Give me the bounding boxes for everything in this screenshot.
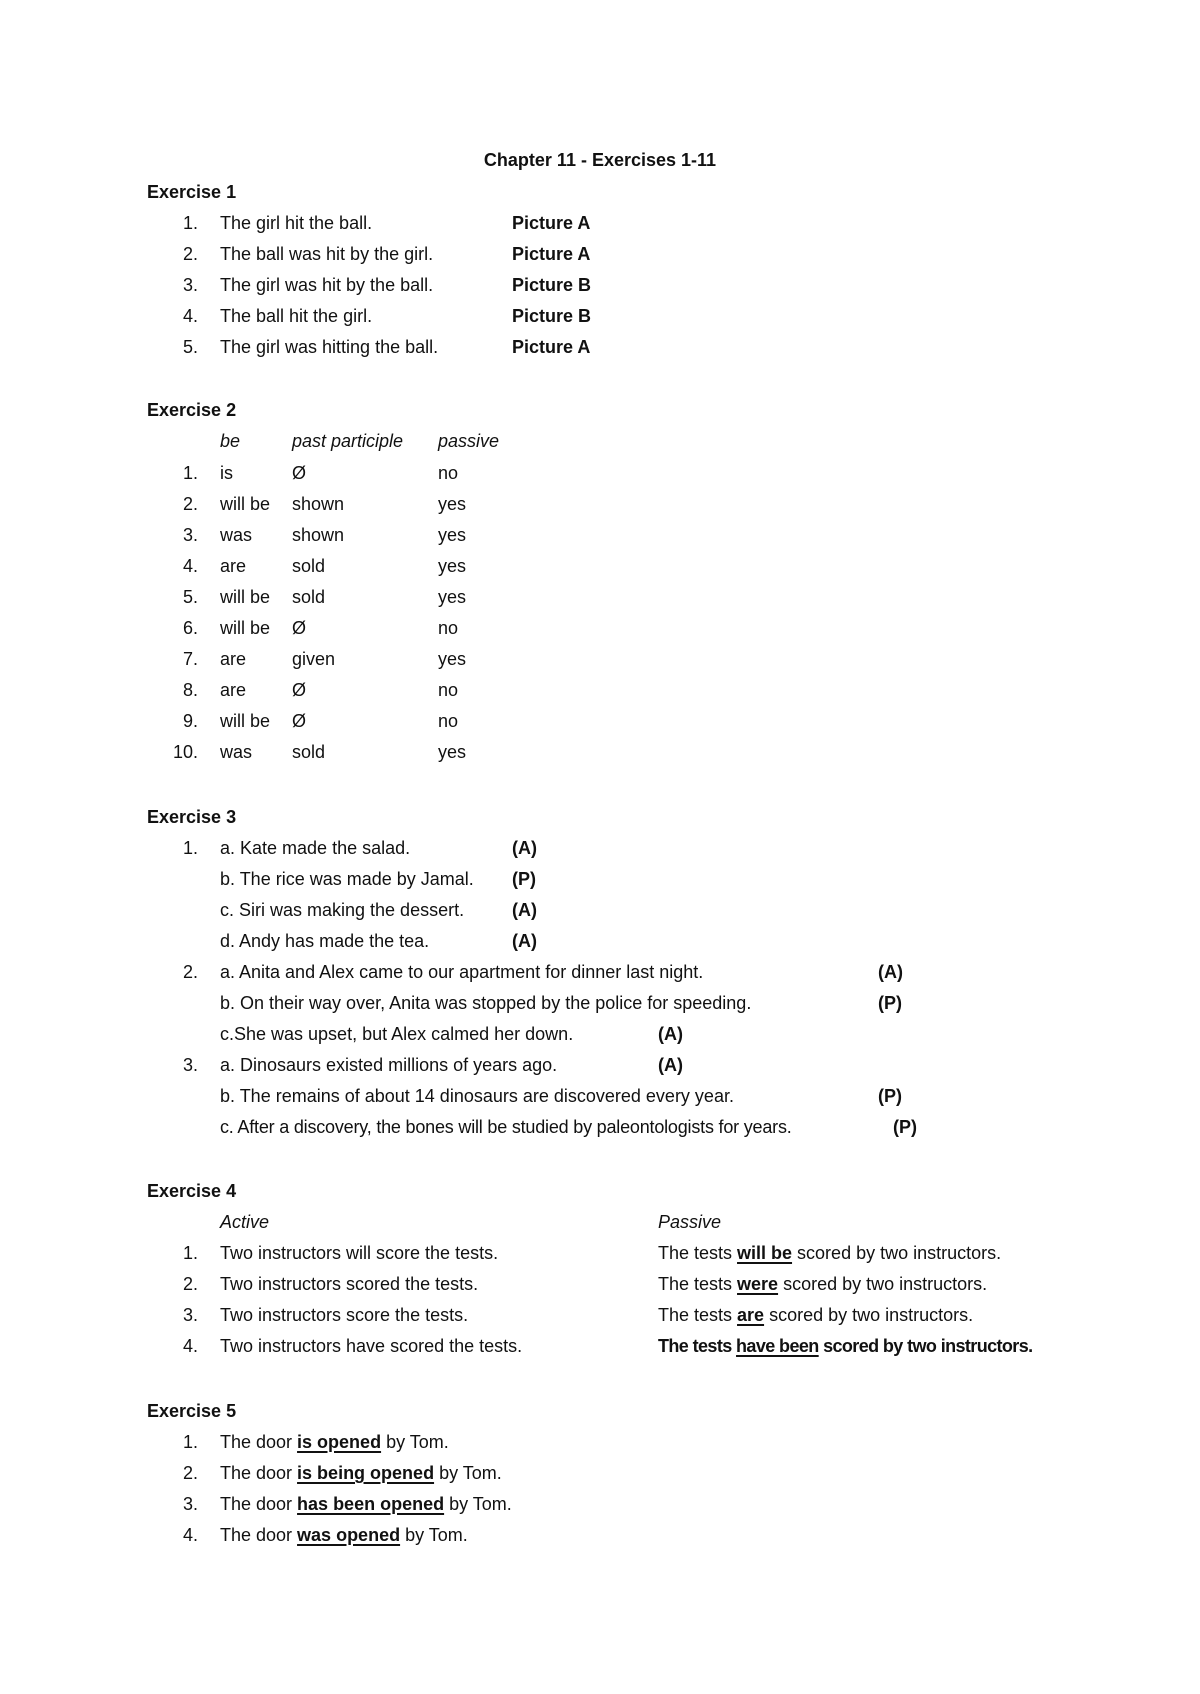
cell-past-participle: Ø (292, 463, 307, 483)
cell-passive: yes (438, 587, 467, 607)
page-title: Chapter 11 - Exercises 1-11 (483, 150, 717, 170)
cell-passive: no (438, 463, 459, 483)
sentence-suffix: by Tom. (400, 1525, 468, 1545)
cell-passive (658, 1242, 1001, 1264)
row-number: 2. (182, 1274, 198, 1294)
passive-prefix: The tests (658, 1274, 738, 1294)
cell-passive (658, 1335, 1033, 1357)
cell-past-participle: sold (292, 742, 326, 762)
cell-past-participle: Ø (292, 711, 307, 731)
cell-past-participle: Ø (292, 618, 307, 638)
passive-verb: has been opened (297, 1494, 445, 1514)
passive-verb: is opened (297, 1432, 382, 1452)
passive-verb: is being opened (297, 1463, 435, 1483)
cell-past-participle: given (292, 649, 336, 669)
cell-passive: yes (438, 742, 467, 762)
passive-prefix: The tests (658, 1336, 737, 1356)
cell-be: was (220, 742, 253, 762)
cell-be: are (220, 556, 247, 576)
list-number: 1. (182, 838, 198, 858)
list-item-answer: (P) (878, 1086, 902, 1106)
passive-verb: have been (736, 1336, 819, 1356)
cell-be: are (220, 680, 247, 700)
list-item-text: c.She was upset, but Alex calmed her down. (220, 1024, 574, 1044)
cell-active: Two instructors will score the tests. (220, 1243, 499, 1263)
sentence-suffix: by Tom. (381, 1432, 449, 1452)
row-number: 1. (182, 1243, 198, 1263)
column-header-passive: passive (438, 431, 500, 451)
sentence-suffix: by Tom. (434, 1463, 502, 1483)
row-number: 3. (182, 525, 198, 545)
list-item-text: c. After a discovery, the bones will be studied by paleontologists for years. (220, 1117, 792, 1137)
passive-verb: will be (737, 1243, 793, 1263)
column-header-passive: Passive (658, 1212, 722, 1232)
exercise-2-heading: Exercise 2 (147, 400, 237, 420)
list-item-answer: (A) (878, 962, 903, 982)
list-item-text (220, 1462, 502, 1484)
list-number: 1. (182, 213, 198, 233)
list-item-answer: (A) (658, 1024, 683, 1044)
list-item-answer: Picture A (512, 244, 591, 264)
passive-verb: are (737, 1305, 765, 1325)
exercise-3-heading: Exercise 3 (147, 807, 237, 827)
cell-passive: yes (438, 649, 467, 669)
list-item-answer: Picture A (512, 337, 591, 357)
cell-be: is (220, 463, 233, 483)
sentence-prefix: The door (220, 1463, 298, 1483)
list-item-answer: (A) (658, 1055, 683, 1075)
list-number: 4. (182, 306, 198, 326)
cell-passive (658, 1273, 987, 1295)
sentence-prefix: The door (220, 1494, 298, 1514)
column-header-past-participle: past participle (292, 431, 404, 451)
passive-prefix: The tests (658, 1243, 738, 1263)
list-number: 3. (182, 275, 198, 295)
cell-past-participle: sold (292, 556, 326, 576)
list-item-answer: (A) (512, 900, 537, 920)
row-number: 4. (182, 1336, 198, 1356)
list-item-text (220, 1431, 449, 1453)
cell-past-participle: shown (292, 494, 345, 514)
row-number: 6. (182, 618, 198, 638)
row-number: 7. (182, 649, 198, 669)
cell-passive: no (438, 711, 459, 731)
sentence-prefix: The door (220, 1525, 298, 1545)
list-item-text: a. Kate made the salad. (220, 838, 411, 858)
passive-suffix: scored by two instructors. (792, 1243, 1002, 1263)
row-number: 5. (182, 587, 198, 607)
list-item-text: The girl was hitting the ball. (220, 337, 439, 357)
passive-verb: were (737, 1274, 779, 1294)
row-number: 1. (182, 463, 198, 483)
list-number: 3. (182, 1494, 198, 1514)
row-number: 9. (182, 711, 198, 731)
list-item-text (220, 1524, 468, 1546)
list-number: 2. (182, 962, 198, 982)
list-item-text: The girl hit the ball. (220, 213, 373, 233)
sentence-prefix: The door (220, 1432, 298, 1452)
list-item-text: b. On their way over, Anita was stopped by the police for speeding. (220, 993, 752, 1013)
passive-suffix: scored by two instructors. (764, 1305, 974, 1325)
cell-active: Two instructors score the tests. (220, 1305, 469, 1325)
passive-suffix: scored by two instructors. (818, 1336, 1033, 1356)
exercise-5-heading: Exercise 5 (147, 1401, 237, 1421)
column-header-active: Active (220, 1212, 270, 1232)
list-number: 4. (182, 1525, 198, 1545)
cell-be: will be (220, 711, 271, 731)
row-number: 4. (182, 556, 198, 576)
list-item-answer: (P) (878, 993, 902, 1013)
list-number: 2. (182, 1463, 198, 1483)
list-number: 1. (182, 1432, 198, 1452)
list-item-text: The ball hit the girl. (220, 306, 373, 326)
cell-be: are (220, 649, 247, 669)
cell-be: will be (220, 494, 271, 514)
cell-passive: yes (438, 556, 467, 576)
exercise-1-heading: Exercise 1 (147, 182, 237, 202)
list-item-text: The ball was hit by the girl. (220, 244, 434, 264)
list-item-text: The girl was hit by the ball. (220, 275, 434, 295)
row-number: 10. (172, 742, 198, 762)
row-number: 2. (182, 494, 198, 514)
list-item-answer: (P) (893, 1117, 917, 1137)
cell-active: Two instructors scored the tests. (220, 1274, 479, 1294)
list-item-answer: Picture B (512, 275, 592, 295)
row-number: 8. (182, 680, 198, 700)
list-item-text: d. Andy has made the tea. (220, 931, 430, 951)
list-number: 5. (182, 337, 198, 357)
cell-passive: yes (438, 494, 467, 514)
row-number: 3. (182, 1305, 198, 1325)
list-item-text (220, 1493, 512, 1515)
column-header-be: be (220, 431, 241, 451)
list-item-text: b. The rice was made by Jamal. (220, 869, 474, 889)
list-item-answer: (P) (512, 869, 536, 889)
list-item-text: a. Anita and Alex came to our apartment for dinner last night. (220, 962, 704, 982)
list-item-answer: Picture B (512, 306, 592, 326)
list-item-text: a. Dinosaurs existed millions of years ago. (220, 1055, 558, 1075)
cell-past-participle: sold (292, 587, 326, 607)
cell-passive: yes (438, 525, 467, 545)
passive-prefix: The tests (658, 1305, 738, 1325)
list-item-text: b. The remains of about 14 dinosaurs are discovered every year. (220, 1086, 734, 1106)
passive-suffix: scored by two instructors. (778, 1274, 988, 1294)
list-item-answer: (A) (512, 838, 537, 858)
cell-past-participle: shown (292, 525, 345, 545)
cell-be: will be (220, 587, 271, 607)
sentence-suffix: by Tom. (444, 1494, 512, 1514)
list-item-answer: (A) (512, 931, 537, 951)
cell-past-participle: Ø (292, 680, 307, 700)
list-number: 2. (182, 244, 198, 264)
list-number: 3. (182, 1055, 198, 1075)
passive-verb: was opened (297, 1525, 401, 1545)
cell-passive (658, 1304, 973, 1326)
list-item-answer: Picture A (512, 213, 591, 233)
cell-passive: no (438, 680, 459, 700)
cell-be: was (220, 525, 253, 545)
cell-be: will be (220, 618, 271, 638)
exercise-4-heading: Exercise 4 (147, 1181, 237, 1201)
cell-active: Two instructors have scored the tests. (220, 1336, 523, 1356)
cell-passive: no (438, 618, 459, 638)
list-item-text: c. Siri was making the dessert. (220, 900, 465, 920)
